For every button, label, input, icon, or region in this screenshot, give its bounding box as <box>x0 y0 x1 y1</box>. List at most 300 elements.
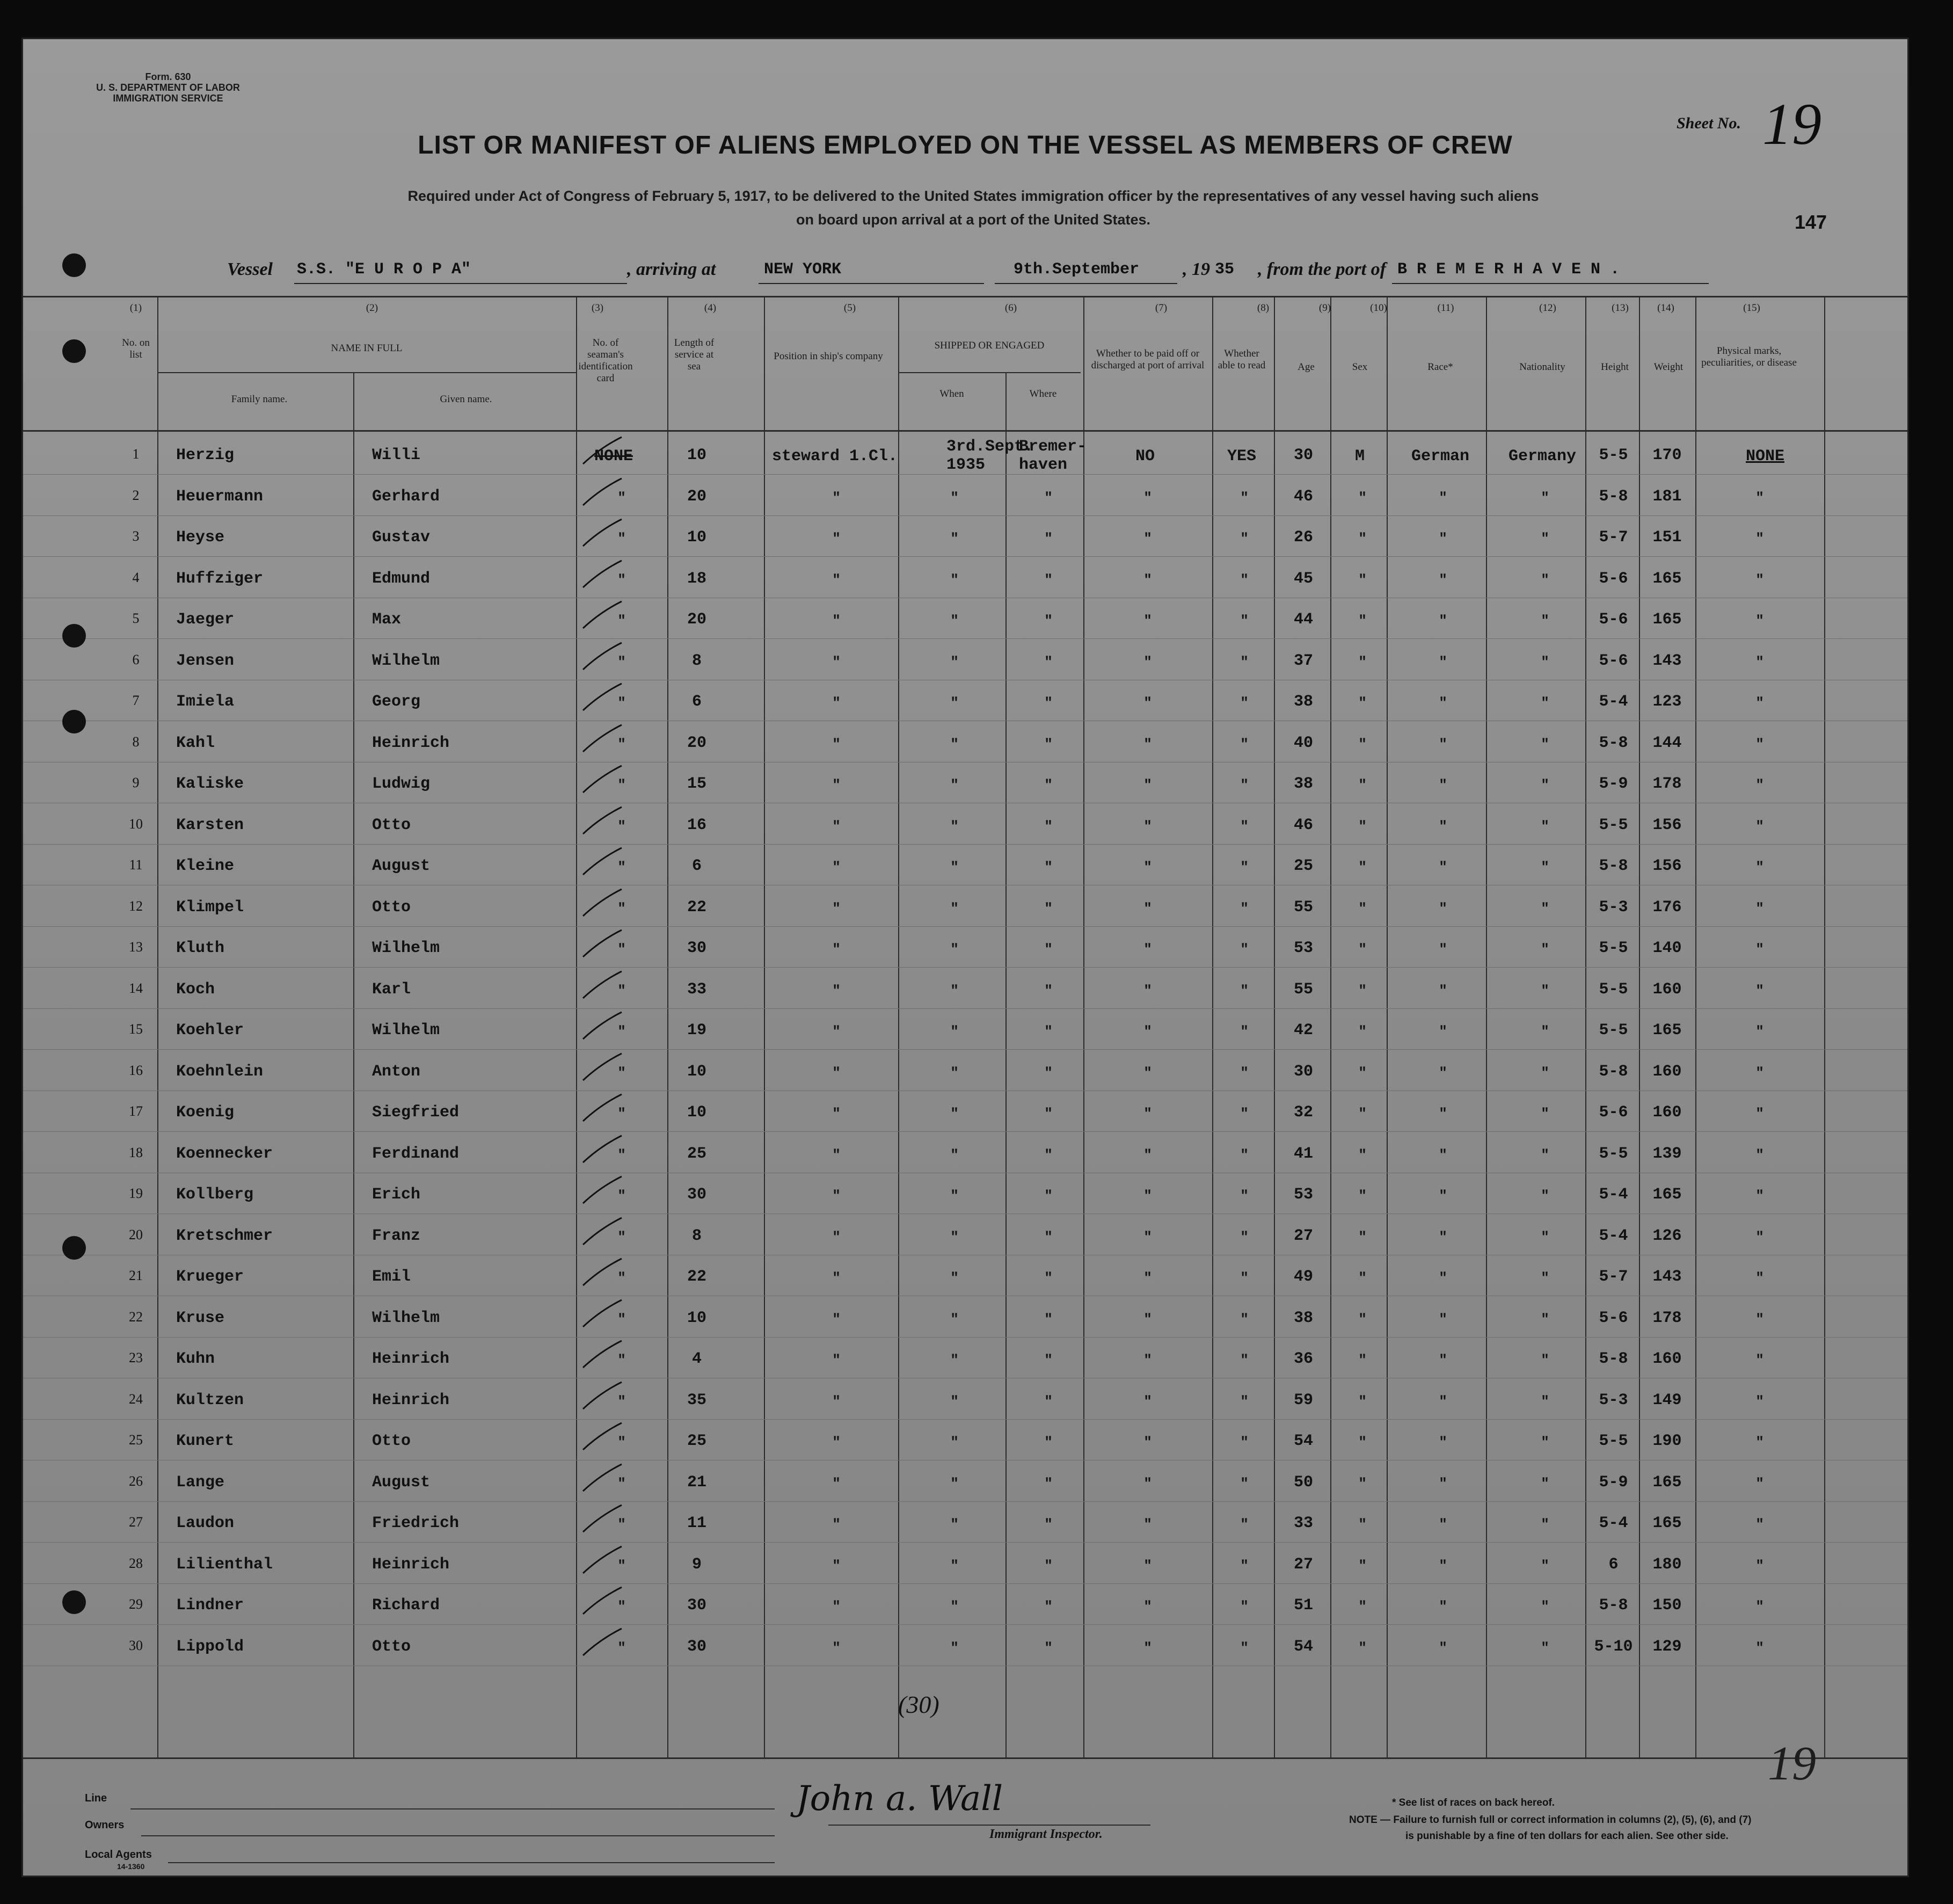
given-name: Wilhelm <box>372 652 440 670</box>
position-ditto: " <box>832 572 841 588</box>
where-ditto: " <box>1044 1640 1053 1656</box>
row-number: 27 <box>129 1514 143 1530</box>
when-ditto: " <box>950 941 959 957</box>
weight-value: 151 <box>1652 528 1682 547</box>
check-mark-icon <box>579 558 627 590</box>
row-number: 8 <box>132 734 140 750</box>
position-ditto: " <box>832 736 841 752</box>
id-card-ditto: " <box>617 1598 626 1615</box>
id-card-ditto: " <box>617 613 626 629</box>
check-mark-icon <box>579 1174 627 1206</box>
weight-value: 143 <box>1652 1268 1682 1286</box>
marks-ditto: " <box>1755 983 1764 999</box>
when-ditto: " <box>950 1065 959 1081</box>
sex-ditto: " <box>1358 1476 1367 1492</box>
where-ditto: " <box>1044 736 1053 752</box>
where-ditto: " <box>1044 1352 1053 1368</box>
height-value: 5-4 <box>1599 1514 1628 1532</box>
header-height: Height <box>1601 361 1629 373</box>
height-value: 5-6 <box>1599 1309 1628 1327</box>
position-ditto: " <box>832 1147 841 1163</box>
where-ditto: " <box>1044 1023 1053 1040</box>
family-name: Koehler <box>176 1021 244 1040</box>
binder-hole <box>62 1236 86 1260</box>
height-value: 6 <box>1608 1556 1619 1574</box>
col-number-5: (5) <box>843 302 856 314</box>
col-number-14: (14) <box>1657 302 1674 314</box>
family-name: Kruse <box>176 1309 225 1327</box>
service-length: 30 <box>687 1186 706 1204</box>
when-ditto: " <box>950 1434 959 1450</box>
col-number-7: (7) <box>1155 302 1168 314</box>
marks-ditto: " <box>1755 1434 1764 1450</box>
position-ditto: " <box>832 777 841 793</box>
when-ditto: " <box>950 490 959 506</box>
where-ditto: " <box>1044 941 1053 957</box>
shipped-header-rule <box>898 372 1081 373</box>
where-ditto: " <box>1044 654 1053 670</box>
age-value: 27 <box>1293 1556 1313 1574</box>
port-underline <box>759 283 984 284</box>
row-number: 4 <box>132 570 140 585</box>
id-card-ditto: " <box>617 1023 626 1040</box>
check-mark-icon <box>579 1420 627 1452</box>
id-card-ditto: " <box>617 1516 626 1532</box>
sex-ditto: " <box>1358 1311 1367 1327</box>
given-name: Otto <box>372 1638 411 1656</box>
paid-off-ditto: " <box>1143 736 1152 752</box>
race-ditto: " <box>1439 1065 1447 1081</box>
race-ditto: " <box>1439 900 1447 917</box>
check-mark-icon <box>579 1009 627 1042</box>
marks-ditto: " <box>1755 1065 1764 1081</box>
header-shipped-engaged: SHIPPED OR ENGAGED <box>934 340 1045 351</box>
given-name: Ludwig <box>372 775 431 793</box>
height-value: 5-5 <box>1599 1021 1628 1040</box>
race-ditto: " <box>1439 1147 1447 1163</box>
paid-off-ditto: " <box>1143 1352 1152 1368</box>
sex-ditto: " <box>1358 1640 1367 1656</box>
sex-ditto: " <box>1358 818 1367 834</box>
row-number: 6 <box>132 652 140 667</box>
able-read-ditto: " <box>1240 818 1249 834</box>
given-name: Heinrich <box>372 1391 450 1409</box>
age-value: 40 <box>1293 734 1313 752</box>
id-card-ditto: " <box>617 1065 626 1081</box>
check-mark-icon <box>579 1256 627 1288</box>
inspector-signature: John a. Wall <box>796 1779 1003 1819</box>
row-number: 11 <box>129 857 143 873</box>
when-ditto: " <box>950 1393 959 1409</box>
family-name: Kollberg <box>176 1186 254 1204</box>
given-name: Max <box>372 611 402 629</box>
header-race: Race* <box>1427 361 1453 373</box>
sex-ditto: " <box>1358 654 1367 670</box>
when-ditto: " <box>950 1476 959 1492</box>
family-name: Kuhn <box>176 1350 215 1368</box>
when-ditto: " <box>950 1640 959 1656</box>
where-ditto: " <box>1044 1598 1053 1615</box>
height-value: 5-10 <box>1594 1638 1633 1656</box>
able-read-ditto: " <box>1240 695 1249 711</box>
height-value: 5-7 <box>1599 1268 1628 1286</box>
weight-value: 143 <box>1652 652 1682 670</box>
nationality-ditto: " <box>1541 1352 1549 1368</box>
sex-ditto: " <box>1358 1188 1367 1204</box>
height-value: 5-9 <box>1599 775 1628 793</box>
weight-value: 160 <box>1652 1103 1682 1122</box>
service-length: 20 <box>687 734 706 752</box>
sex-ditto: " <box>1358 1516 1367 1532</box>
col-number-3: (3) <box>591 302 604 314</box>
check-mark-icon <box>579 1585 627 1617</box>
given-name: Edmund <box>372 570 431 588</box>
given-name: Erich <box>372 1186 421 1204</box>
row-rule <box>23 1583 1907 1584</box>
when-ditto: " <box>950 736 959 752</box>
sex-ditto: " <box>1358 1229 1367 1245</box>
binder-hole <box>62 1590 86 1614</box>
when-ditto: " <box>950 818 959 834</box>
height-value: 5-8 <box>1599 1350 1628 1368</box>
paid-off-ditto: " <box>1143 1558 1152 1574</box>
local-agents-label: Local Agents <box>85 1849 152 1861</box>
marks-ditto: " <box>1755 1352 1764 1368</box>
where-ditto: " <box>1044 530 1053 547</box>
subtitle-line-1: Required under Act of Congress of February 5, 1917, to be delivered to the United States immigration officer by the representatives of any vessel having such aliens <box>407 188 1539 204</box>
race-ditto: " <box>1439 490 1447 506</box>
vessel-line <box>227 259 1709 286</box>
marks-ditto: " <box>1755 900 1764 917</box>
paid-off-ditto: " <box>1143 983 1152 999</box>
family-name: Lindner <box>176 1596 244 1615</box>
paid-off-ditto: " <box>1143 654 1152 670</box>
family-name: Koenig <box>176 1103 235 1122</box>
nationality-ditto: " <box>1541 1106 1549 1122</box>
able-read-ditto: " <box>1240 1434 1249 1450</box>
row-rule <box>23 967 1907 968</box>
marks-ditto: " <box>1755 1270 1764 1286</box>
where-ditto: " <box>1044 1558 1053 1574</box>
when-ditto: " <box>950 777 959 793</box>
row-number: 24 <box>129 1391 143 1407</box>
row-number: 13 <box>129 939 143 955</box>
nationality-ditto: " <box>1541 1393 1549 1409</box>
form-code: 14-1360 <box>117 1862 145 1871</box>
when-ditto: " <box>950 1558 959 1574</box>
from-underline <box>1392 283 1709 284</box>
where-ditto: " <box>1044 777 1053 793</box>
paid-off-ditto: " <box>1143 818 1152 834</box>
family-name: Kleine <box>176 857 235 875</box>
age-value: 33 <box>1293 1514 1313 1532</box>
when-ditto: " <box>950 1023 959 1040</box>
binder-hole <box>62 253 86 277</box>
nationality-ditto: " <box>1541 1434 1549 1450</box>
marks-ditto: " <box>1755 1106 1764 1122</box>
age-value: 55 <box>1293 980 1313 999</box>
able-read-ditto: " <box>1240 1598 1249 1615</box>
penalty-note-line-2: is punishable by a fine of ten dollars for each alien. See other side. <box>1405 1830 1729 1842</box>
able-read-ditto: " <box>1240 900 1249 917</box>
service-length: 25 <box>687 1432 706 1450</box>
id-card-ditto: " <box>617 736 626 752</box>
where-ditto: " <box>1044 900 1053 917</box>
given-name: Wilhelm <box>372 1021 440 1040</box>
id-card-ditto: " <box>617 1147 626 1163</box>
subtitle-line-2: on board upon arrival at a port of the United States. <box>796 212 1151 228</box>
height-value: 5-5 <box>1599 446 1628 464</box>
able-read-ditto: " <box>1240 859 1249 875</box>
when-ditto: " <box>950 1229 959 1245</box>
given-name: Wilhelm <box>372 1309 440 1327</box>
able-read-ditto: " <box>1240 983 1249 999</box>
row-number: 28 <box>129 1556 143 1571</box>
weight-value: 126 <box>1652 1227 1682 1245</box>
age-value: 37 <box>1293 652 1313 670</box>
family-name: Koch <box>176 980 215 999</box>
family-name: Klimpel <box>176 898 244 917</box>
check-mark-icon <box>579 599 627 631</box>
where-ditto: " <box>1044 1476 1053 1492</box>
paid-off-ditto: " <box>1143 1393 1152 1409</box>
row-number: 1 <box>132 446 140 462</box>
header-paid-off: Whether to be paid off or discharged at port of arrival <box>1091 348 1205 371</box>
weight-value: 176 <box>1652 898 1682 917</box>
department-name: U. S. DEPARTMENT OF LABOR <box>96 82 240 93</box>
header-length-service: Length of service at sea <box>674 337 715 372</box>
marks-ditto: " <box>1755 654 1764 670</box>
check-mark-icon <box>579 1379 627 1412</box>
where-ditto: " <box>1044 613 1053 629</box>
age-value: 25 <box>1293 857 1313 875</box>
row-number: 16 <box>129 1063 143 1078</box>
family-name: Koehnlein <box>176 1063 264 1081</box>
weight-value: 150 <box>1652 1596 1682 1615</box>
race-ditto: " <box>1439 1229 1447 1245</box>
row-rule <box>23 1419 1907 1420</box>
paid-off-ditto: " <box>1143 859 1152 875</box>
id-card-ditto: " <box>617 490 626 506</box>
where-ditto: " <box>1044 572 1053 588</box>
document-subtitle <box>281 184 1666 231</box>
position-ditto: " <box>832 941 841 957</box>
header-name-in-full: NAME IN FULL <box>331 343 403 354</box>
where-ditto: " <box>1044 1188 1053 1204</box>
when-ditto: " <box>950 613 959 629</box>
height-value: 5-8 <box>1599 857 1628 875</box>
row-number: 18 <box>129 1145 143 1160</box>
where-ditto: " <box>1044 1106 1053 1122</box>
position-ditto: " <box>832 1393 841 1409</box>
inspector-title: Immigrant Inspector. <box>989 1827 1103 1841</box>
total-count: (30) <box>898 1691 939 1718</box>
given-name: Otto <box>372 1432 411 1450</box>
age-value: 30 <box>1293 1063 1313 1081</box>
arriving-label: , arriving at <box>627 259 716 279</box>
service-length: 8 <box>691 1227 702 1245</box>
date-underline <box>995 283 1177 284</box>
when-value-line-2: 1935 <box>946 456 986 474</box>
able-read-ditto: " <box>1240 1023 1249 1040</box>
id-card-ditto: " <box>617 1352 626 1368</box>
row-rule <box>23 1213 1907 1214</box>
header-nationality: Nationality <box>1519 361 1565 373</box>
given-name: Heinrich <box>372 1556 450 1574</box>
family-name: Kretschmer <box>176 1227 273 1245</box>
row-rule <box>23 844 1907 845</box>
marks-ditto: " <box>1755 490 1764 506</box>
paid-off-ditto: " <box>1143 695 1152 711</box>
table-bottom-rule <box>23 1757 1907 1759</box>
sex-ditto: " <box>1358 572 1367 588</box>
id-card-ditto: " <box>617 983 626 999</box>
row-rule <box>23 474 1907 475</box>
age-value: 38 <box>1293 693 1313 711</box>
able-read-ditto: " <box>1240 1311 1249 1327</box>
paid-off-ditto: " <box>1143 1065 1152 1081</box>
nationality-ditto: " <box>1541 1023 1549 1040</box>
service-length: 6 <box>691 857 702 875</box>
service-length: 9 <box>691 1556 702 1574</box>
paid-off-ditto: " <box>1143 572 1152 588</box>
line-label: Line <box>85 1792 107 1804</box>
when-ditto: " <box>950 572 959 588</box>
paid-off-ditto: " <box>1143 1270 1152 1286</box>
service-length: 16 <box>687 816 706 834</box>
age-value: 41 <box>1293 1145 1313 1163</box>
sex-ditto: " <box>1358 613 1367 629</box>
row-number: 12 <box>129 898 143 914</box>
race-ditto: " <box>1439 1352 1447 1368</box>
row-number: 15 <box>129 1021 143 1037</box>
family-name: Lippold <box>176 1638 244 1656</box>
family-name: Krueger <box>176 1268 244 1286</box>
nationality-ditto: " <box>1541 1270 1549 1286</box>
service-length: 21 <box>687 1473 706 1492</box>
header-age: Age <box>1298 361 1315 373</box>
marks-ditto: " <box>1755 530 1764 547</box>
row-rule <box>23 1501 1907 1502</box>
col-number-1: (1) <box>129 302 142 314</box>
race-ditto: " <box>1439 859 1447 875</box>
where-ditto: " <box>1044 695 1053 711</box>
race-ditto: " <box>1439 983 1447 999</box>
height-value: 5-5 <box>1599 816 1628 834</box>
nationality-ditto: " <box>1541 654 1549 670</box>
check-mark-icon <box>579 845 627 877</box>
able-read-ditto: " <box>1240 1640 1249 1656</box>
check-mark-icon <box>579 969 627 1001</box>
when-ditto: " <box>950 1516 959 1532</box>
header-family-name: Family name. <box>231 394 288 405</box>
nationality-ditto: " <box>1541 1229 1549 1245</box>
check-mark-icon <box>579 722 627 754</box>
paid-off-ditto: " <box>1143 1229 1152 1245</box>
id-card-ditto: " <box>617 777 626 793</box>
position-ditto: " <box>832 1476 841 1492</box>
age-value: 45 <box>1293 570 1313 588</box>
race-ditto: " <box>1439 530 1447 547</box>
owners-label: Owners <box>85 1819 125 1831</box>
arrival-year: 35 <box>1215 260 1235 279</box>
service-length: 30 <box>687 1638 706 1656</box>
family-name: Lange <box>176 1473 225 1492</box>
given-name: Emil <box>372 1268 411 1286</box>
sex-ditto: " <box>1358 777 1367 793</box>
weight-value: 156 <box>1652 857 1682 875</box>
height-value: 5-8 <box>1599 1063 1628 1081</box>
height-value: 5-9 <box>1599 1473 1628 1492</box>
position-ditto: " <box>832 654 841 670</box>
when-ditto: " <box>950 1270 959 1286</box>
when-ditto: " <box>950 1188 959 1204</box>
nationality-ditto: " <box>1541 983 1549 999</box>
col-number-10: (10) <box>1370 302 1387 314</box>
height-value: 5-4 <box>1599 1186 1628 1204</box>
id-card-ditto: " <box>617 1270 626 1286</box>
service-name: IMMIGRATION SERVICE <box>113 93 223 104</box>
family-name: Kunert <box>176 1432 235 1450</box>
able-read-ditto: " <box>1240 1476 1249 1492</box>
when-ditto: " <box>950 654 959 670</box>
able-read-ditto: " <box>1240 530 1249 547</box>
row-number: 22 <box>129 1309 143 1325</box>
weight-value: 170 <box>1652 446 1682 464</box>
weight-value: 160 <box>1652 1063 1682 1081</box>
check-mark-icon <box>579 1502 627 1535</box>
check-mark-icon <box>579 927 627 960</box>
check-mark-icon <box>579 1092 627 1124</box>
given-name: Ferdinand <box>372 1145 460 1163</box>
position-ditto: " <box>832 1065 841 1081</box>
sex-ditto: " <box>1358 1352 1367 1368</box>
marks-ditto: " <box>1755 736 1764 752</box>
sex-value: M <box>1354 447 1365 466</box>
race-ditto: " <box>1439 736 1447 752</box>
marks-ditto: " <box>1755 572 1764 588</box>
manifest-sheet <box>21 38 1909 1877</box>
sex-ditto: " <box>1358 1023 1367 1040</box>
height-value: 5-5 <box>1599 1432 1628 1450</box>
penalty-note-line-1: NOTE — Failure to furnish full or correct information in columns (2), (5), (6), and (7) <box>1349 1814 1752 1826</box>
nationality-ditto: " <box>1541 941 1549 957</box>
able-read-ditto: " <box>1240 1188 1249 1204</box>
when-ditto: " <box>950 900 959 917</box>
service-length: 33 <box>687 980 706 999</box>
age-value: 44 <box>1293 611 1313 629</box>
marks-ditto: " <box>1755 1393 1764 1409</box>
family-name: Heyse <box>176 528 225 547</box>
nationality-ditto: " <box>1541 736 1549 752</box>
height-value: 5-4 <box>1599 693 1628 711</box>
column-rule-7 <box>1005 372 1007 1757</box>
nationality-ditto: " <box>1541 900 1549 917</box>
given-name: Karl <box>372 980 411 999</box>
nationality-ditto: " <box>1541 1147 1549 1163</box>
id-card-ditto: " <box>617 572 626 588</box>
position-ditto: " <box>832 695 841 711</box>
given-name: August <box>372 857 431 875</box>
header-no-on-list: No. on list <box>122 337 150 360</box>
height-value: 5-5 <box>1599 980 1628 999</box>
where-ditto: " <box>1044 1311 1053 1327</box>
where-ditto: " <box>1044 983 1053 999</box>
check-mark-icon <box>579 1338 627 1370</box>
id-card-ditto: " <box>617 1106 626 1122</box>
weight-value: 149 <box>1652 1391 1682 1409</box>
height-value: 5-8 <box>1599 488 1628 506</box>
